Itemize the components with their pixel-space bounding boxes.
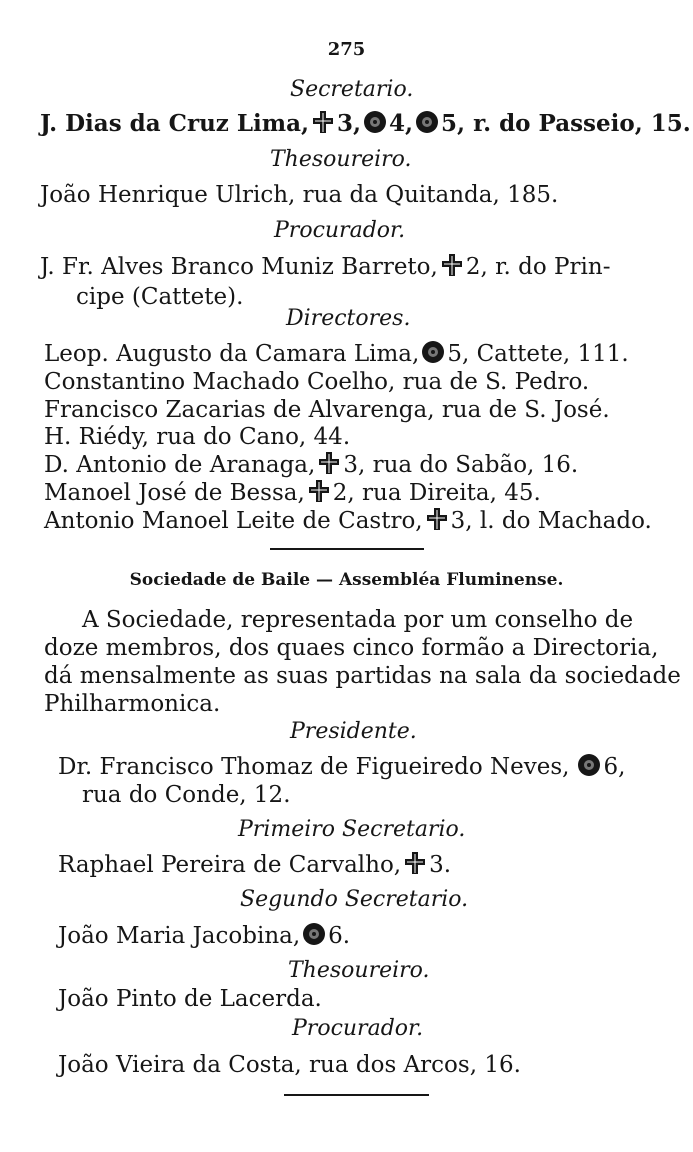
director-entry: Francisco Zacarias de Alvarenga, rua de S. José.	[44, 397, 610, 423]
order-rosette-icon	[363, 110, 387, 134]
order-rosette-icon	[577, 753, 601, 777]
entry-text: D. Antonio de Aranaga,	[44, 452, 316, 478]
entry-text: J. Fr. Alves Branco Muniz Barreto,	[40, 254, 438, 280]
order-cross-icon	[311, 110, 335, 134]
procurador-entry-cont: cipe (Cattete).	[76, 284, 244, 310]
entry-text: Leop. Augusto da Camara Lima,	[44, 341, 420, 367]
director-entry	[44, 340, 629, 368]
paragraph-line: doze membros, dos quaes cinco formão a Directoria,	[44, 635, 659, 661]
entry-text: 5, r. do Passeio, 15.	[441, 110, 691, 137]
entry-text: 5, Cattete, 111.	[447, 341, 629, 367]
section-title: Sociedade de Baile — Assembléa Fluminense.	[129, 570, 564, 590]
entry-text: Manoel José de Bessa,	[44, 480, 305, 506]
primeiro-secretario-entry	[58, 851, 451, 879]
order-rosette-icon	[421, 340, 445, 364]
entry-text: 3,	[337, 110, 362, 137]
director-entry	[44, 507, 652, 535]
order-rosette-icon	[302, 922, 326, 946]
order-cross-icon	[307, 479, 331, 503]
heading-presidente: Presidente.	[290, 719, 417, 744]
thesoureiro-entry-2: João Pinto de Lacerda.	[58, 986, 322, 1012]
presidente-entry	[58, 753, 625, 781]
heading-primeiro-secretario: Primeiro Secretario.	[238, 817, 466, 842]
heading-thesoureiro-2: Thesoureiro.	[288, 958, 430, 983]
procurador-entry-2: João Vieira da Costa, rua dos Arcos, 16.	[58, 1052, 521, 1078]
director-entry	[44, 479, 541, 507]
paragraph-line: A Sociedade, representada por um conselho de	[82, 607, 634, 633]
entry-text: 6.	[328, 923, 351, 949]
order-cross-icon	[425, 507, 449, 531]
secretario-entry	[40, 110, 691, 138]
director-entry: H. Riédy, rua do Cano, 44.	[44, 424, 351, 450]
entry-text: 3, l. do Machado.	[450, 508, 652, 534]
paragraph-line: dá mensalmente as suas partidas na sala da sociedade	[44, 663, 681, 689]
order-rosette-icon	[415, 110, 439, 134]
entry-text: 3.	[429, 852, 452, 878]
entry-text: 6,	[603, 754, 626, 780]
section-divider	[284, 1094, 429, 1096]
segundo-secretario-entry	[58, 922, 350, 950]
entry-text: J. Dias da Cruz Lima,	[40, 110, 310, 137]
page-number: 275	[327, 39, 366, 60]
order-cross-icon	[403, 851, 427, 875]
director-entry: Constantino Machado Coelho, rua de S. Pedro.	[44, 369, 590, 395]
entry-text: Dr. Francisco Thomaz de Figueiredo Neves,	[58, 754, 570, 780]
order-cross-icon	[440, 253, 464, 277]
order-cross-icon	[317, 451, 341, 475]
entry-text: João Maria Jacobina,	[58, 923, 301, 949]
heading-directores: Directores.	[286, 306, 411, 331]
entry-text: Raphael Pereira de Carvalho,	[58, 852, 402, 878]
procurador-entry	[40, 253, 610, 281]
heading-thesoureiro: Thesoureiro.	[270, 147, 412, 172]
paragraph-line: Philharmonica.	[44, 691, 221, 717]
heading-segundo-secretario: Segundo Secretario.	[240, 887, 469, 912]
entry-text: 3, rua do Sabão, 16.	[343, 452, 579, 478]
entry-text: Antonio Manoel Leite de Castro,	[44, 508, 423, 534]
thesoureiro-entry: João Henrique Ulrich, rua da Quitanda, 185.	[40, 182, 559, 208]
section-divider	[270, 548, 424, 550]
entry-text: 2, r. do Prin-	[465, 254, 611, 280]
director-entry	[44, 451, 578, 479]
entry-text: 4,	[389, 110, 414, 137]
heading-procurador-2: Procurador.	[292, 1016, 424, 1041]
heading-secretario: Secretario.	[290, 77, 414, 102]
entry-text: 2, rua Direita, 45.	[332, 480, 541, 506]
presidente-entry-cont: rua do Conde, 12.	[82, 782, 291, 808]
heading-procurador: Procurador.	[274, 218, 406, 243]
